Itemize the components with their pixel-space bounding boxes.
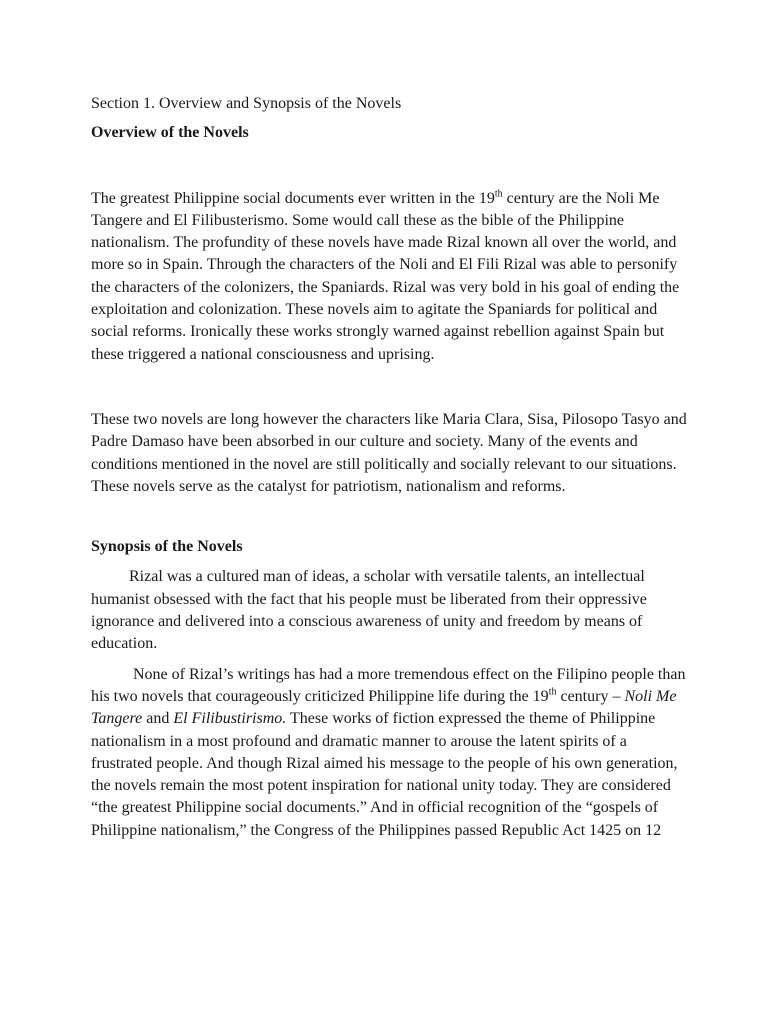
section-title: Section 1. Overview and Synopsis of the Novels [91,95,402,112]
superscript-th: th [494,188,503,200]
overview-heading: Overview of the Novels [91,124,249,142]
noli-title: Noli Me Tangere [91,687,677,728]
synopsis-p2-text-a: None of Rizal’s writings has had a more tremendous effect on the Filipino people than his two novels that courageously criticized Philippine life during the 19 [91,665,686,705]
synopsis-paragraph-2 [91,664,691,842]
spacer [91,145,691,188]
synopsis-p2-text-b: century – [556,687,625,705]
spacer [91,656,691,664]
spacer [91,558,691,566]
overview-paragraph-2: These two novels are long however the characters like Maria Clara, Sisa, Pilosopo Tasyo and Padre Damaso have been absorbed in our culture and society. Many of the events and conditions mentioned in the novel are still politically and socially relevant to our situations. These novels serve as the catalyst for patriotism, nationalism and reforms. [91,410,687,495]
synopsis-paragraph-1: Rizal was a cultured man of ideas, a scholar with versatile talents, an intellectual humanist obsessed with the fact that his people must be liberated from their oppressive ignorance and delivered into a conscious awareness of unity and freedom by means of education. [91,568,647,653]
synopsis-p2-text-c: and [142,710,174,728]
synopsis-heading: Synopsis of the Novels [91,538,243,556]
overview-paragraph-1 [91,188,691,366]
spacer [91,498,691,536]
superscript-th: th [548,686,557,698]
fili-title: El Filibustirismo. [173,710,287,728]
document-body [91,93,691,842]
overview-p1-text-a: The greatest Philippine social documents ever written in the 19 [91,189,495,207]
overview-p1-text-b: century are the Noli Me Tangere and El Filibusterismo. Some would call these as the bible of the Philippine nationalism. The profundity of these novels have made Rizal known all over the world, and more so in Spain. Through the characters of the Noli and El Fili Rizal was able to personify the characters of the colonizers, the Spaniards. Rizal was very bold in his goal of ending the exploitation and colonization. These novels aim to agitate the Spaniards for political and social reforms. Ironically these works strongly warned against rebellion against Spain but these triggered a national consciousness and uprising. [91,189,680,363]
spacer [91,366,691,409]
synopsis-p2-text-d: These works of fiction expressed the theme of Philippine nationalism in a most profound and dramatic manner to arouse the latent spirits of a frustrated people. And though Rizal aimed his message to the people of his own generation, the novels remain the most potent inspiration for national unity today. They are considered “the greatest Philippine social documents.” And in official recognition of the “gospels of Philippine nationalism,” the Congress of the Philippines passed Republic Act 1425 on 12 [91,710,678,839]
